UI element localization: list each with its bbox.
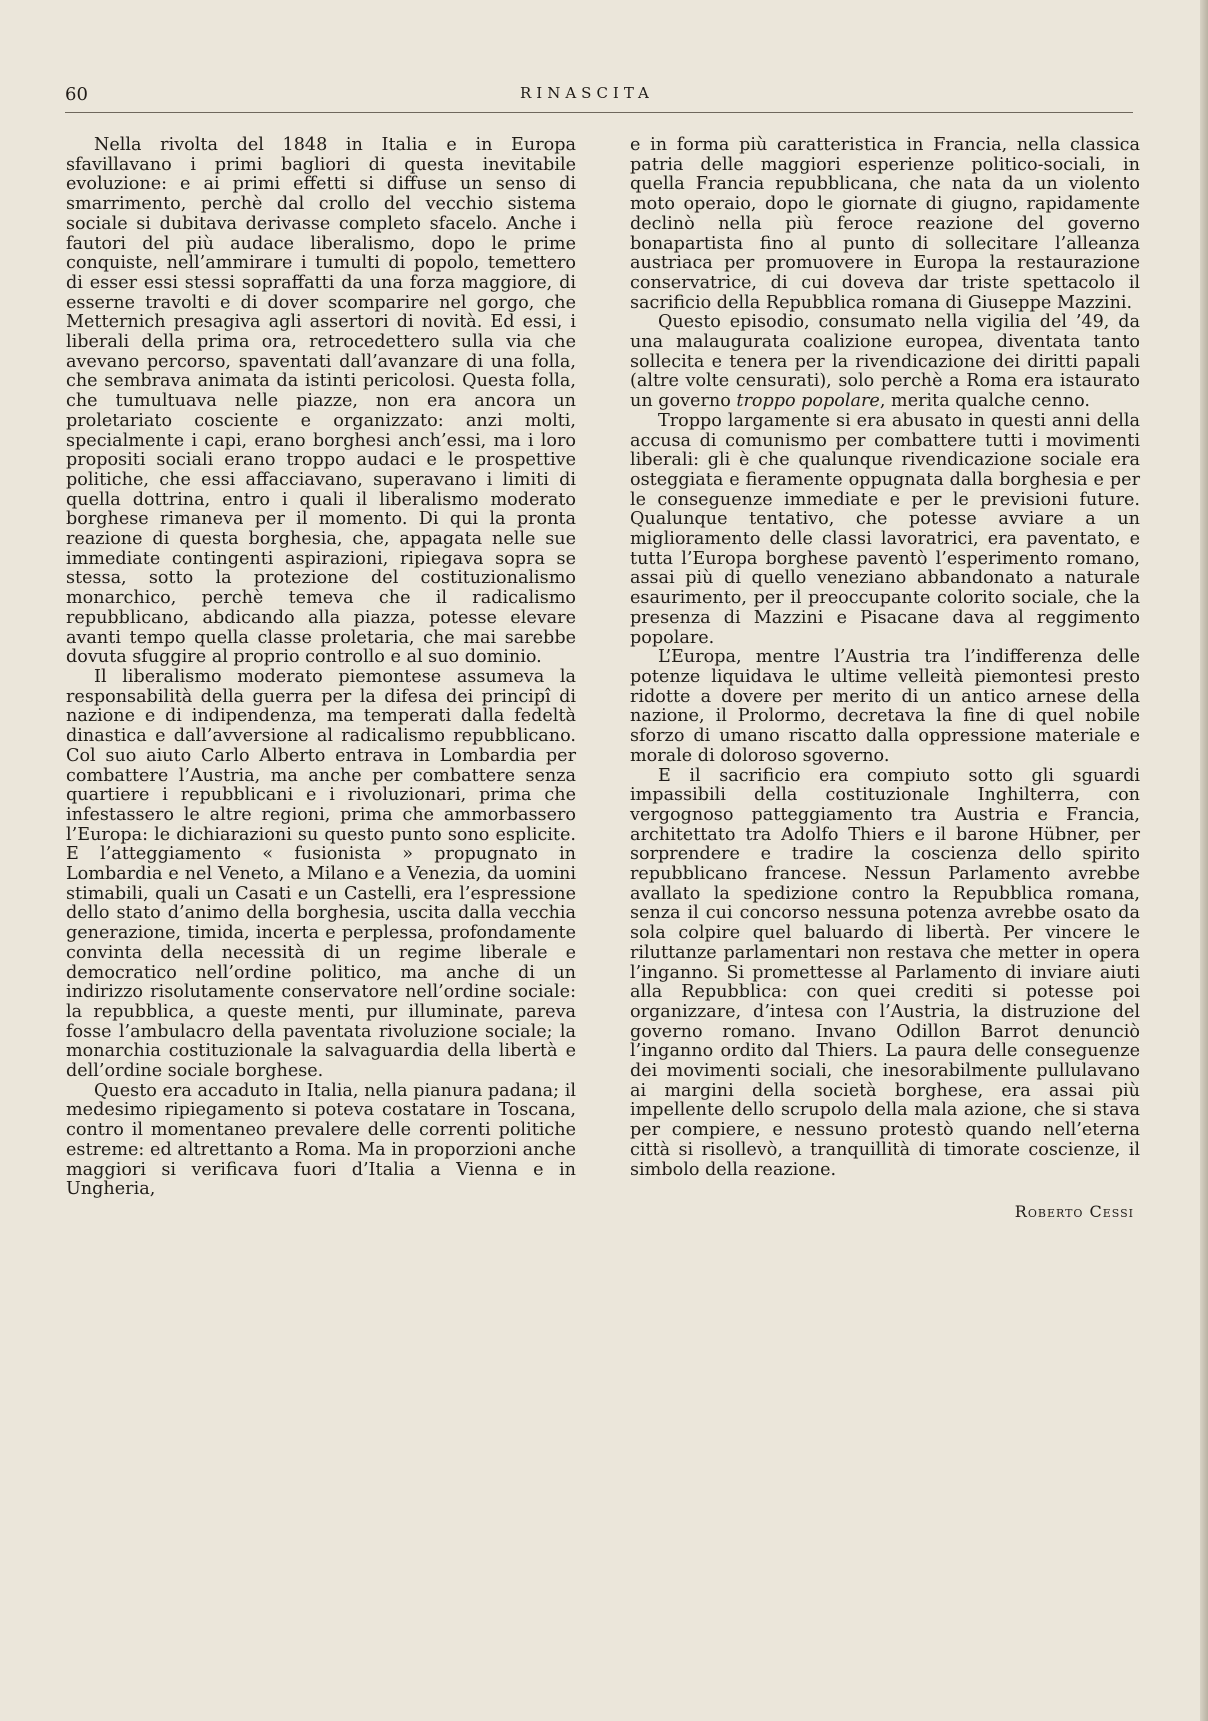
running-head [0,84,1208,108]
paragraph: L’Europa, mentre l’Austria tra l’indifferenza delle potenze liquidava le ultime velleità piemontesi presto ridotte a dovere per merito di un antico arnese della nazione, il Prolormo, decretava la fine di quel nobile sforzo di umano riscatto dalla oppressione materiale e morale di doloroso sgoverno. [630,647,1140,766]
right-column [630,136,1140,1222]
journal-title: RINASCITA [520,84,654,102]
author-signature: Roberto Cessi [1014,1202,1134,1222]
paragraph [630,313,1140,412]
paragraph: Troppo largamente si era abusato in questi anni della accusa di comunismo per combattere tutti i movimenti liberali: gli è che qualunque rivendicazione sociale era osteggiata e fieramente oppugnata dalla borghesia e per le conseguenze immediate e per le previsioni future. Qualunque tentativo, che potesse avviare a un miglioramento delle classi lavoratrici, era paventato, e tutta l’Europa borghese paventò l’esperimento romano, assai più di quello veneziano abbandonato a naturale esaurimento, per il preoccupante colorito sociale, che la presenza di Mazzini e Pisacane dava al reggimento popolare. [630,410,1140,648]
page-edge [1200,0,1208,1721]
header-rule [65,112,1133,113]
paragraph: Il liberalismo moderato piemontese assumeva la responsabilità della guerra per la difesa dei principî di nazione e di indipendenza, ma temperati dalla fedeltà dinastica e dall’avversione al radicalismo repubblicano. Col suo aiuto Carlo Alberto entrava in Lombardia per combattere l’Austria, ma anche per combattere senza quartiere i repubblicani e i rivoluzionari, prima che infestassero le altre regioni, prima che ammorbassero l’Europa: le dichiarazioni su questo punto sono esplicite. E l’atteggiamento « fusionista » propugnato in Lombardia e nel Veneto, a Milano e a Venezia, da uomini stimabili, quali un Casati e un Castelli, era l’espressione dello stato d’animo della borghesia, uscita dalla vecchia generazione, timida, incerta e perplessa, profondamente convinta della necessità di un regime liberale e democratico nell’ordine politico, ma anche di un indirizzo risolutamente conservatore nell’ordine sociale: la repubblica, a queste menti, pur illuminate, pareva fosse l’ambulacro della paventata rivoluzione sociale; la monarchia costituzionale la salvaguardia della libertà e dell’ordine sociale borghese. [66,666,576,1082]
page-number: 60 [65,84,88,105]
paragraph: E il sacrificio era compiuto sotto gli sguardi impassibili della costituzionale Inghilterra, con vergognoso patteggiamento tra Austria e Francia, architettato tra Adolfo Thiers e il barone Hübner, per sorprendere e tradire la coscienza dello spirito repubblicano francese. Nessun Parlamento avrebbe avallato la spedizione contro la Repubblica romana, senza il cui concorso nessuna potenza avrebbe osato da sola colpire quel baluardo di libertà. Per vincere le riluttanze parlamentari non restava che metter in opera l’inganno. Si promettesse al Parlamento di inviare aiuti alla Repubblica: con quei crediti si potesse poi organizzare, d’intesa con l’Austria, la distruzione del governo romano. Invano Odillon Barrot denunciò l’inganno ordito dal Thiers. La paura delle conseguenze dei movimenti sociali, che inesorabilmente pullulavano ai margini della società borghese, era assai più impellente dello scrupolo della mala azione, che si stava per compiere, e nessuno protestò quando nell’eterna città si risollevò, a tranquillità di timorate coscienze, il simbolo della reazione. [630,765,1140,1180]
paragraph-text: Questo episodio, consumato nella vigilia del ’49, da una malaugurata coalizione europea, diventata tanto sollecita e tenera per la rivendicazione dei diritti papali (altre volte censurati), solo perchè a Roma era istaurato un governo [630,312,1140,412]
paragraph: Questo era accaduto in Italia, nella pianura padana; il medesimo ripiegamento si poteva costatare in Toscana, contro il momentaneo prevalere delle correnti politiche estreme: ed altrettanto a Roma. Ma in proporzioni anche maggiori si verificava fuori d’Italia a Vienna e in Ungheria, [66,1080,576,1200]
emphasis: troppo popolare [736,391,880,412]
paragraph-text: , merita qualche cenno. [879,391,1090,412]
left-column [66,136,576,1200]
paragraph-continued: e in forma più caratteristica in Francia, nella classica patria delle maggiori esperienze politico-sociali, in quella Francia repubblicana, che nata da un violento moto operaio, dopo le giornate di giugno, rapidamente declinò nella più feroce reazione del governo bonapartista fino al punto di sollecitare l’alleanza austriaca per promuovere in Europa la restaurazione conservatrice, di cui doveva dar triste spettacolo il sacrificio della Repubblica romana di Giuseppe Mazzini. [630,135,1140,313]
paragraph: Nella rivolta del 1848 in Italia e in Europa sfavillavano i primi bagliori di questa inevitabile evoluzione: e ai primi effetti si diffuse un senso di smarrimento, perchè dal crollo del vecchio sistema sociale si dubitava derivasse completo sfacelo. Anche i fautori del più audace liberalismo, dopo le prime conquiste, nell’ammirare i tumulti di popolo, temettero di esser essi stessi sopraffatti da una forza maggiore, di esserne travolti e di dover scomparire nel gorgo, che Metternich presagiva agli assertori di novità. Ed essi, i liberali della prima ora, retrocedettero sulla via che avevano percorso, spaventati dall’avanzare di una folla, che sembrava animata da istinti pericolosi. Questa folla, che tumultuava nelle piazze, non era ancora un proletariato cosciente e organizzato: anzi molti, specialmente i capi, erano borghesi anch’essi, ma i loro propositi sociali erano troppo audaci e le prospettive politiche, che essi affacciavano, superavano i limiti di quella dottrina, entro i quali il liberalismo moderato borghese rimaneva per il momento. Di qui la pronta reazione di questa borghesia, che, appagata nelle sue immediate contingenti aspirazioni, ripiegava sopra se stessa, sotto la protezione del costituzionalismo monarchico, perchè temeva che il radicalismo repubblicano, abdicando alla piazza, potesse elevare avanti tempo quella classe proletaria, che mai sarebbe dovuta sfuggire al proprio controllo e al suo dominio. [66,135,576,668]
